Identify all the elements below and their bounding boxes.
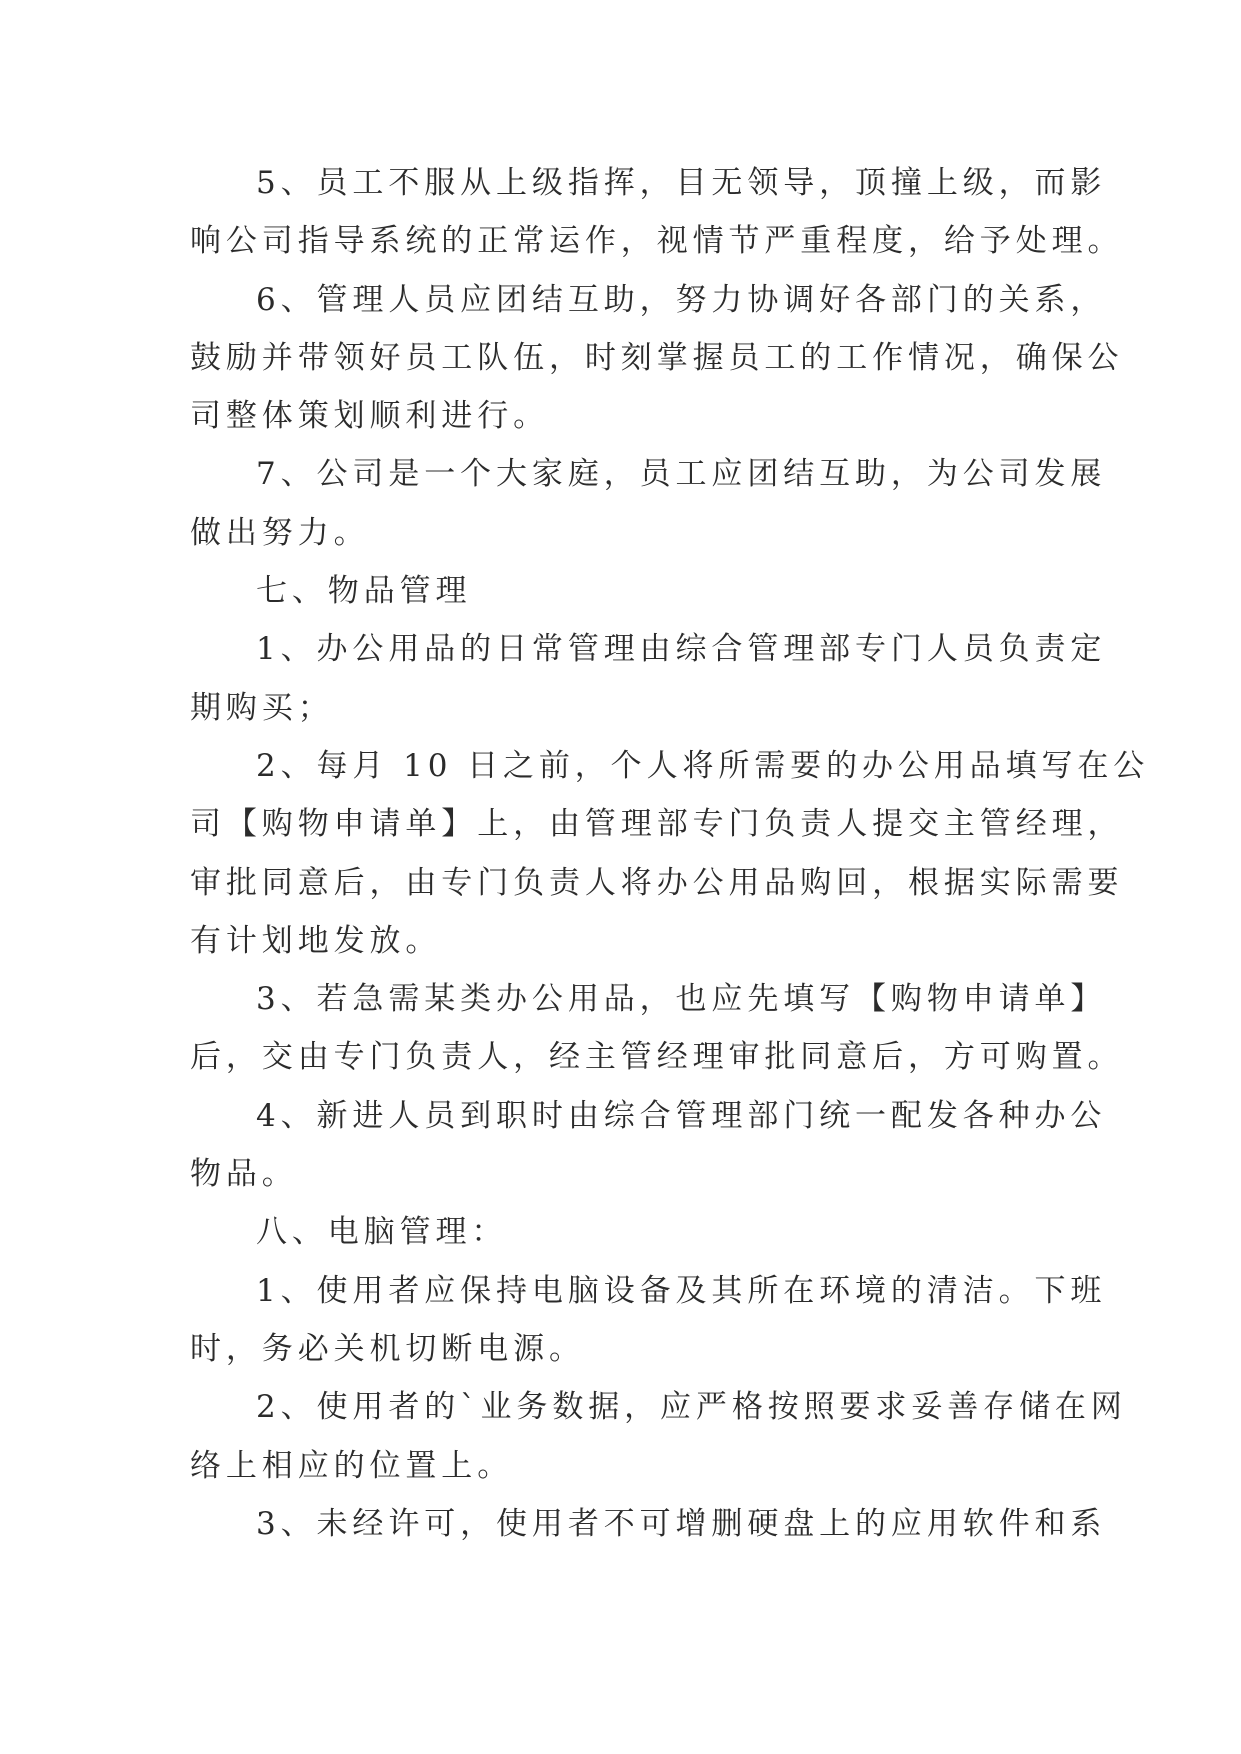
paragraph-line: 有计划地发放。 (190, 922, 442, 959)
paragraph-line: 鼓励并带领好员工队伍，时刻掌握员工的工作情况，确保公 (190, 339, 1124, 376)
paragraph-line: 物品。 (190, 1156, 298, 1193)
paragraph-line: 做出努力。 (190, 514, 370, 551)
paragraph-line: 司整体策划顺利进行。 (190, 398, 549, 435)
paragraph-line: 2、每月 10 日之前，个人将所需要的办公用品填写在公 (256, 747, 1150, 784)
paragraph-line: 响公司指导系统的正常运作，视情节严重程度，给予处理。 (190, 223, 1124, 260)
paragraph-line: 1、办公用品的日常管理由综合管理部专门人员负责定 (256, 631, 1107, 668)
paragraph-line: 1、使用者应保持电脑设备及其所在环境的清洁。下班 (256, 1272, 1107, 1309)
paragraph-line: 3、未经许可，使用者不可增删硬盘上的应用软件和系 (256, 1505, 1107, 1542)
paragraph-line: 4、新进人员到职时由综合管理部门统一配发各种办公 (256, 1097, 1107, 1134)
paragraph-line: 6、管理人员应团结互助，努力协调好各部门的关系， (256, 281, 1107, 318)
document-body (190, 154, 1150, 1553)
paragraph-line: 3、若急需某类办公用品，也应先填写【购物申请单】 (256, 981, 1107, 1018)
paragraph-line: 审批同意后，由专门负责人将办公用品购回，根据实际需要 (190, 864, 1124, 901)
paragraph-line: 2、使用者的`业务数据，应严格按照要求妥善存储在网 (256, 1389, 1127, 1426)
paragraph-line: 7、公司是一个大家庭，员工应团结互助，为公司发展 (256, 456, 1107, 493)
section-heading: 七、物品管理 (256, 573, 472, 610)
paragraph-line: 时，务必关机切断电源。 (190, 1330, 585, 1367)
paragraph-line: 期购买； (190, 689, 334, 726)
paragraph-line: 司【购物申请单】上，由管理部专门负责人提交主管经理， (190, 806, 1124, 843)
section-heading: 八、电脑管理： (256, 1214, 508, 1251)
paragraph-line: 后，交由专门负责人，经主管经理审批同意后，方可购置。 (190, 1039, 1124, 1076)
paragraph-line: 5、员工不服从上级指挥，目无领导，顶撞上级，而影 (256, 165, 1107, 201)
paragraph-line: 络上相应的位置上。 (190, 1447, 514, 1484)
